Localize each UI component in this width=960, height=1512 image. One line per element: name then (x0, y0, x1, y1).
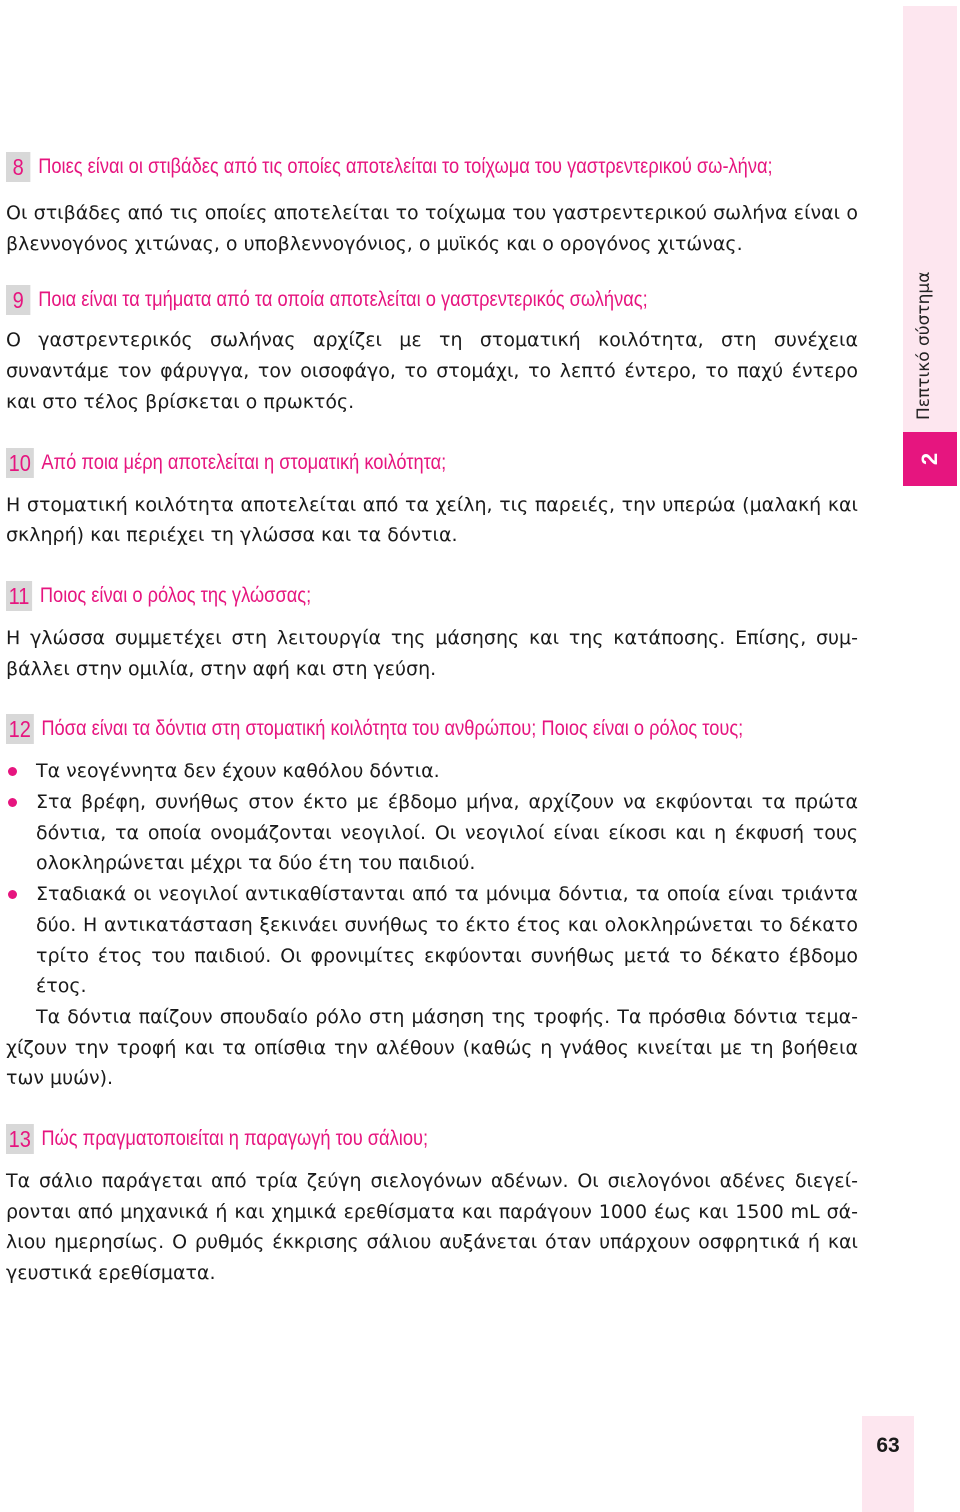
question-number: 13 (6, 1124, 33, 1154)
bullet-icon (8, 798, 17, 807)
question-number: 9 (6, 285, 30, 315)
page-content (6, 152, 858, 1289)
bullet-icon (8, 767, 17, 776)
page-number: 63 (876, 1434, 900, 1457)
question-text: Ποιος είναι ο ρόλος της γλώσσας; (39, 583, 312, 607)
question-10-heading (6, 448, 876, 478)
answer-9: Ο γαστρεντερικός σωλήνας αρχίζει με τη στοματική κοιλότητα, στη συνέχεια συναντάμε τον φάρυγγα, τον οισοφάγο, το στομάχι, το λεπτό έντερο, το παχύ έντερο και στο τέλος βρίσκεται ο πρωκτός. (6, 329, 858, 413)
answer-10: Η στοματική κοιλότητα αποτελείται από τα χείλη, τις παρειές, την υπερώα (μαλακή και σκληρή) και περιέχει τη γλώσσα και τα δόντια. (6, 493, 858, 547)
answer-11: Η γλώσσα συμμετέχει στη λειτουργία της μάσησης και της κατάποσης. Επίσης, συμ-βάλλει στην ομιλία, στην αφή και στη γεύση. (6, 626, 858, 680)
question-text: Πόσα είναι τα δόντια στη στοματική κοιλότητα του ανθρώπου; Ποιος είναι ο ρόλος τους; (41, 717, 744, 741)
chapter-side-tab (903, 6, 957, 486)
bullet-icon (8, 890, 17, 899)
question-number: 12 (6, 714, 33, 744)
teeth-bullet-list (6, 756, 858, 1002)
question-8-heading (6, 152, 876, 182)
answer-8: Οι στιβάδες από τις οποίες αποτελείται το τοίχωμα του γαστρεντερικού σωλήνα είναι ο βλεννογόνος χιτώνας, ο υποβλεννογόνιος, ο μυϊκός και ο ορογόνος χιτώνας. (6, 202, 858, 255)
chapter-number-box (903, 432, 957, 486)
question-11-heading (6, 581, 876, 611)
chapter-number: 2 (917, 452, 942, 466)
question-number: 10 (6, 448, 33, 478)
chapter-title: Πεπτικό σύστημα (914, 271, 934, 420)
question-text: Ποια είναι τα τμήματα από τα οποία αποτελείται ο γαστρεντερικός σωλήνας; (38, 288, 648, 312)
question-13-heading (6, 1124, 876, 1154)
question-number: 8 (6, 152, 30, 182)
answer-12-paragraph: Τα δόντια παίζουν σπουδαίο ρόλο στη μάσηση της τροφής. Τα πρόσθια δόντια τεμα-χίζουν την τροφή και τα οπίσθια την αλέθουν (καθώς η γνάθος κινείται με τη βοήθεια των μυών). (6, 1005, 858, 1090)
question-text: Από ποια μέρη αποτελείται η στοματική κοιλότητα; (41, 450, 447, 474)
question-9-heading (6, 285, 876, 315)
question-text: Πώς πραγματοποιείται η παραγωγή του σάλιου; (41, 1127, 429, 1151)
question-12-heading (6, 714, 876, 744)
list-item: Στα βρέφη, συνήθως στον έκτο με έβδομο μήνα, αρχίζουν να εκφύονται τα πρώτα δόντια, τα οποία ονομάζονται νεογιλοί. Οι νεογιλοί είναι είκοσι και η έκφυσή τους ολοκληρώνεται μέχρι τα δύο έτη του παιδιού. (6, 787, 858, 879)
list-item: Σταδιακά οι νεογιλοί αντικαθίστανται από τα μόνιμα δόντια, τα οποία είναι τριάντα δύο. Η αντικατάσταση ξεκινάει συνήθως το έκτο έτος και ολοκληρώνεται το δέκατο τρίτο έτος του παιδιού. Οι φρονιμίτες εκφύονται συνήθως μετά το δέκατο έβδομο έτος. (6, 879, 858, 1002)
page-number-box (862, 1416, 914, 1512)
answer-13: Τα σάλιο παράγεται από τρία ζεύγη σιελογόνων αδένων. Οι σιελογόνοι αδένες διεγεί-ρονται από μηχανικά ή και χημικά ερεθίσματα και παράγουν 1000 έως και 1500 mL σά-λιου ημερησίως. Ο ρυθμός έκκρισης σάλιου αυξάνεται όταν υπάρχουν οσφρητικά ή και γευστικά ερεθίσματα. (6, 1170, 858, 1285)
question-text: Ποιες είναι οι στιβάδες από τις οποίες αποτελείται το τοίχωμα του γαστρεντερικού σω-λήνα; (38, 155, 773, 178)
question-number: 11 (6, 581, 32, 611)
list-item: Τα νεογέννητα δεν έχουν καθόλου δόντια. (6, 756, 858, 787)
